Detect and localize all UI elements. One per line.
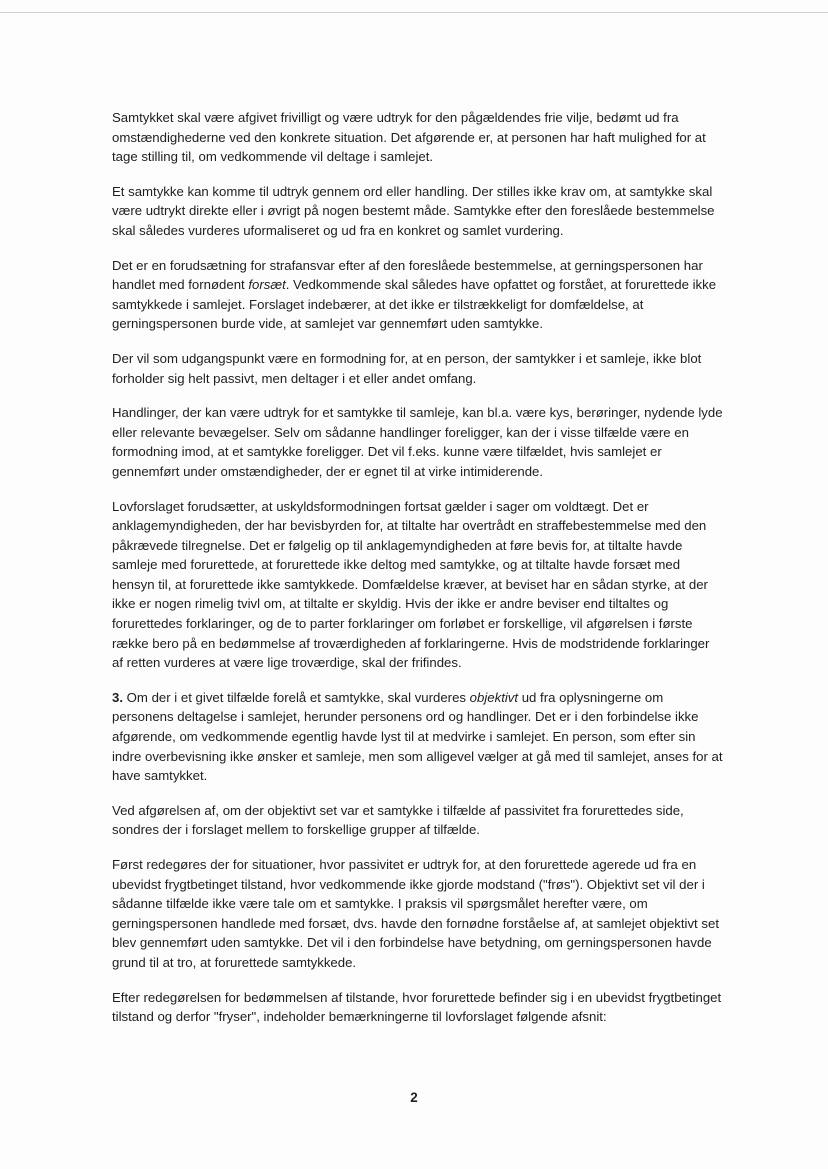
paragraph-8: Ved afgørelsen af, om der objektivt set var et samtykke i tilfælde af passivitet fra forurettedes side, sondres der i forslaget mellem to forskellige grupper af tilfælde. bbox=[112, 802, 684, 838]
section-number: 3. bbox=[112, 689, 123, 705]
paragraph-9: Først redegøres der for situationer, hvor passivitet er udtryk for, at den forurettede agerede ud fra en ubevidst frygtbetinget tilstand, hvor vedkommende ikke gjorde modstand ("frøs"). Objektivt set vil der i sådanne tilfælde ikke være tale om et samtykke. I praksis vil spørgsmålet herefter være, om gerningspersonen handlede med forsæt, dvs. havde den fornødne forståelse af, at samlejet objektivt set blev gennemført uden samtykke. Det vil i den forbindelse have betydning, om gerningspersonen havde grund til at tro, at forurettede samtykkede. bbox=[112, 857, 719, 970]
emphasis-forsaet: forsæt bbox=[248, 277, 286, 293]
page-number: 2 bbox=[410, 1090, 418, 1105]
paragraph-7-part-2: ud fra oplysningerne om personens deltagelse i samlejet, herunder personens ord og handlinger. Det er i den forbindelse ikke afgørende, om vedkommende egentlig havde lyst til at medvirke i samlejet. En person, som efter sin indre overbevisning ikke ønsker et samleje, men som alligevel vælger at gå med til samlejet, anses for at have samtykket. bbox=[112, 689, 723, 784]
paragraph-7-part-1: Om der i et givet tilfælde forelå et samtykke, skal vurderes bbox=[123, 689, 470, 705]
scan-edge-line bbox=[0, 12, 828, 13]
paragraph-6: Lovforslaget forudsætter, at uskyldsformodningen fortsat gælder i sager om voldtægt. Det er anklagemyndigheden, der har bevisbyrden for, at tiltalte har overtrådt en straffebestemmelse med den påkrævede tilregnelse. Det er følgelig op til anklagemyndigheden at føre bevis for, at tiltalte havde samleje med forurettede, at forurettede ikke deltog med samtykke, og at tiltalte havde forsæt med hensyn til, at forurettede ikke samtykkede. Domfældelse kræver, at beviset har en sådan styrke, at der ikke er nogen rimelig tvivl om, at tiltalte er skyldig. Hvis der ikke er andre beviser end tiltaltes og forurettedes forklaringer, og de to parter forklaringer om forløbet er forskellige, vil afgørelsen i første række bero på en bedømmelse af troværdigheden af forklaringerne. Hvis de modstridende forklaringer af retten vurderes at være lige troværdige, skal der frifindes. bbox=[112, 498, 710, 671]
paragraph-7 bbox=[112, 688, 724, 786]
paragraph-3 bbox=[112, 256, 724, 334]
paragraph-5: Handlinger, der kan være udtryk for et samtykke til samleje, kan bl.a. være kys, berøringer, nydende lyde eller relevante bevægelser. Selv om sådanne handlinger foreligger, kan der i visse tilfælde være en formodning imod, at et samtykke foreligger. Det vil f.eks. kunne være tilfældet, hvis samlejet er gennemført under omstændigheder, der er egnet til at virke intimiderende. bbox=[112, 405, 723, 479]
paragraph-3-part-2: . Vedkommende skal således have opfattet og forstået, at forurettede ikke samtykkede i samlejet. Forslaget indebærer, at det ikke er tilstrækkeligt for domfældelse, at gerningspersonen burde vide, at samlejet var gennemført uden samtykke. bbox=[112, 277, 717, 332]
paragraph-2: Et samtykke kan komme til udtryk gennem ord eller handling. Der stilles ikke krav om, at samtykke skal være udtrykt direkte eller i øvrigt på nogen bestemt måde. Samtykke efter den foreslåede bestemmelse skal således vurderes uformaliseret og ud fra en konkret og samlet vurdering. bbox=[112, 183, 715, 238]
paragraph-1: Samtykket skal være afgivet frivilligt og være udtryk for den pågældendes frie vilje, bedømt ud fra omstændighederne ved den konkrete situation. Det afgørende er, at personen har haft mulighed for at tage stilling til, om vedkommende vil deltage i samlejet. bbox=[112, 110, 706, 165]
paragraph-3-part-1: Det er en forudsætning for strafansvar efter af den foreslåede bestemmelse, at gerningspersonen har handlet med fornødent bbox=[112, 257, 703, 293]
body-text bbox=[112, 108, 724, 1042]
paragraph-4: Der vil som udgangspunkt være en formodning for, at en person, der samtykker i et samleje, ikke blot forholder sig helt passivt, men deltager i et eller andet omfang. bbox=[112, 350, 702, 386]
emphasis-objektivt: objektivt bbox=[469, 689, 519, 705]
paragraph-10: Efter redegørelsen for bedømmelsen af tilstande, hvor forurettede befinder sig i en ubevidst frygtbetinget tilstand og derfor "fryser", indeholder bemærkningerne til lovforslaget følgende afsnit: bbox=[112, 989, 722, 1025]
